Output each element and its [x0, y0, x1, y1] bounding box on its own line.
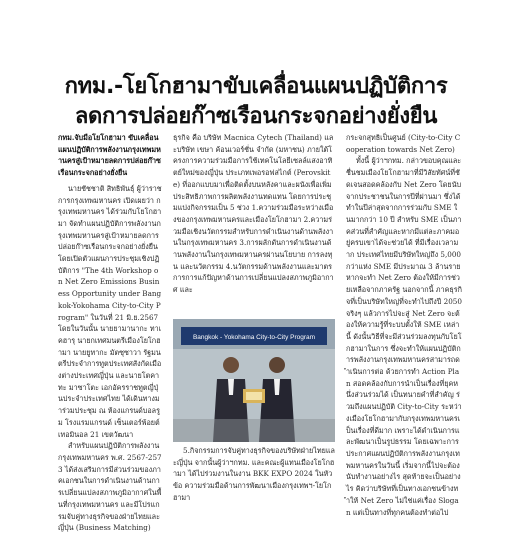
official-right-head: [269, 357, 285, 373]
two-officials-handshake-photo-icon: [173, 319, 335, 442]
headline-line-1: กทม.-โยโกฮามาขับเคลื่อนแผนปฏิบัติการ: [64, 74, 448, 99]
article-paragraph: ธุรกิจ คือ บริษัท Macnica Cytech (Thailand) และบริษัท เขษา ค้อนเวอร์ชั่น จำกัด (มหาชน) ภายใต้โครงการความร่วมมือการใช้เทคโนโลยีเซลล์แสงอาทิตย์ใหม่ของญี่ปุ่น ประเภทเพอรอฟสไกต์ (Perovskite) ที่ออกแบบมาเพื่อติดตั้งบนหลังคาและผนังเพื่อเพิ่มประสิทธิภาพการผลิตพลังงานทดแทน โดยการประชุมแบ่งกิจกรรมเป็น 5 ช่วง 1.ความร่วมมือระหว่างเมืองของกรุงเทพมหานครและเมืองโยโกฮามา 2.ความร่วมมือเชิงนวัตกรรมสำหรับการดำเนินงานด้านพลังงานในกรุงเทพมหานคร 3.การผลักดันการดำเนินงานด้านพลังงานในกรุงเทพมหานครผ่านนโยบาย การลงทุน และนวัตกรรม 4.นวัตกรรมด้านพลังงานและมาตรการการแก้ปัญหาด้านการเปลี่ยนแปลงสภาพภูมิอากาศ และ: [173, 133, 334, 295]
headline-line-2: ลดการปล่อยก๊าซเรือนกระจกอย่างยั่งยืน: [74, 104, 438, 129]
article-paragraph: นายชัชชาติ สิทธิพันธุ์ ผู้ว่าราชการกรุงเทพมหานคร เปิดเผยว่า กรุงเทพมหานคร ได้ร่วมกับโยโกฮามา จัดทำแผนปฏิบัติการพลังงานกรุงเทพมหานครสู่เป้าหมายลดการปล่อยก๊าซเรือนกระจกอย่างยั่งยืน โดยเปิดตัวแผนการประชุมเชิงปฏิบัติการ "The 4th Workshop on Net Zero Emissions Business Opportunity under Bangkok-Yokohama City-to-City Program" ในวันที่ 21 มิ.ย.2567 โดยในวันนั้น นายยามานากะ ทาเคฮารุ นายกเทศมนตรีเมืองโยโกฮามา นายยูทากะ มัตซุซาวา รัฐมนตรีประจำการทูตประเทศสังกัดเมืองต่างประเทศญี่ปุ่น และนายโตคาทะ มาซาโตะ เอกอัครราชทูตญี่ปุ่นประจำประเทศไทย ได้เดินทางมาร่วมประชุม ณ ห้องแกรนด์บอลรูม โรงแรมแกรนด์ เซ็นเตอร์พ้อยต์ เทอมินอล 21 เขตวัฒนา: [58, 183, 162, 439]
article-paragraph: ทั้งนี้ ผู้ว่าฯกทม. กล่าวขอบคุณและชื่นชมเมืองโยโกฮามาที่มีวิสัยทัศน์ที่ชัดเจนสอดคล้องกับ Net Zero โดยนับจากประชาชนในการปีที่ผ่านมา ซึ่งได้ทำในปีล่าสุดจากการร่วมกับ SME ในมากกว่า 10 ปี สำหรับ SME เป็นภาคส่วนที่สำคัญและหากมีแต่ละภาคมอยู่ครบเขาได้จะช่วยได้ ที่มีเรื่องเวลามาก ประเทศไทยมีบริษัทใหญ่ถึง 5,000 กว่าแห่ง SME มีประมาณ 3 ล้านราย หากจะทำ Net Zero ต้องให้มีการช่วยเหลือจากภาครัฐ นอกจากนี้ ภาคธุรกิจที่เป็นบริษัทใหญ่ที่จะทำไปถึงปี 2050 จริงๆ แล้วการไปจะสู่ Net Zero จะต้องให้ความรู้ที่ระบบตั้งให้ SME เหล่านี้ ดังนั้นวิธีที่จะมีส่วนร่วมลงทุนกับโยโกฮามาในการ ซึ่งจะทำให้แผนปฏิบัติการพลังงานกรุงเทพมหานครสามารถดำเนินการต่อ ด้วยการทำ Action Plan สอดคล้องกับการนำเป็นเรื่องที่ยุคหนึ่งส่วนร่วมได้ เป็นทนายคำที่สำคัญ ร่วมถึงแผนปฏิบัติ City-to-City ระหว่างเมืองโยโกฮามากับกรุงเทพมหานครเป็นเรื่องที่ดีมาก เพราะได้ดำเนินการและพัฒนาเป็นรูปธรรม โดยเฉพาะการประกาศแผนปฏิบัติการพลังงานกรุงเทพมหานครในวันนี้ เริ่มจากนี้ไปจะต้องนับทำงานอย่างไร สุดท้ายจะเป็นอย่างไร คิดว่าบริษัทที่เป็นทางเอกชนข้างทำให้ Net Zero ไม่ใช่แค่เรื่อง Slogan แต่เป็นทางที่ทุกคนต้องทำต่อไป: [346, 156, 462, 517]
official-right-shirt: [274, 379, 280, 395]
article-column-3: [346, 132, 462, 517]
award-plaque-inner: [246, 392, 262, 400]
article-column-1: [58, 132, 162, 533]
official-left-shirt: [228, 379, 234, 395]
article-column-2: [173, 132, 335, 318]
news-photo: [173, 319, 335, 442]
article-paragraph: 5.กิจกรรมการจับคู่ทางธุรกิจของบริษัทฝ่ายไทยและญี่ปุ่น จากนั้นผู้ว่าฯกทม. และคณะผู้แทนเมืองโยโกฮามา ได้ไปร่วมงานในงาน BKK EXPO 2024 ในหัวข้อ ความร่วมมือด้านการพัฒนาเมืองกรุงเทพฯ-โยโกฮามา: [173, 446, 335, 502]
article-paragraph: สำหรับแผนปฏิบัติการพลังงานกรุงเทพมหานคร พ.ศ. 2567-2573 ได้ส่งเสริมการมีส่วนร่วมของภาคเอกชนในการดำเนินงานด้านการเปลี่ยนแปลงสภาพภูมิอากาศในพื้นที่กรุงเทพมหานคร และมีโปรแกรมจับคู่ทางธุรกิจของฝ่ายไทยและญี่ปุ่น (Business Matching): [58, 441, 162, 533]
article-lead: กทม.จับมือโยโกฮามา ขับเคลื่อนแผนปฏิบัติการพลังงานกรุงเทพมหานครสู่เป้าหมายลดการปล่อยก๊าซเรือนกระจกอย่างยั่งยืน: [58, 133, 161, 178]
official-left-head: [223, 357, 239, 373]
photo-banner-text: Bangkok - Yokohama City-to-City Program: [192, 334, 316, 341]
photo-foreground: [173, 419, 335, 442]
article-column-2-continued: [173, 445, 335, 512]
article-paragraph: กระจกสุทธิเป็นศูนย์ (City-to-City Cooperation towards Net Zero): [346, 133, 461, 154]
